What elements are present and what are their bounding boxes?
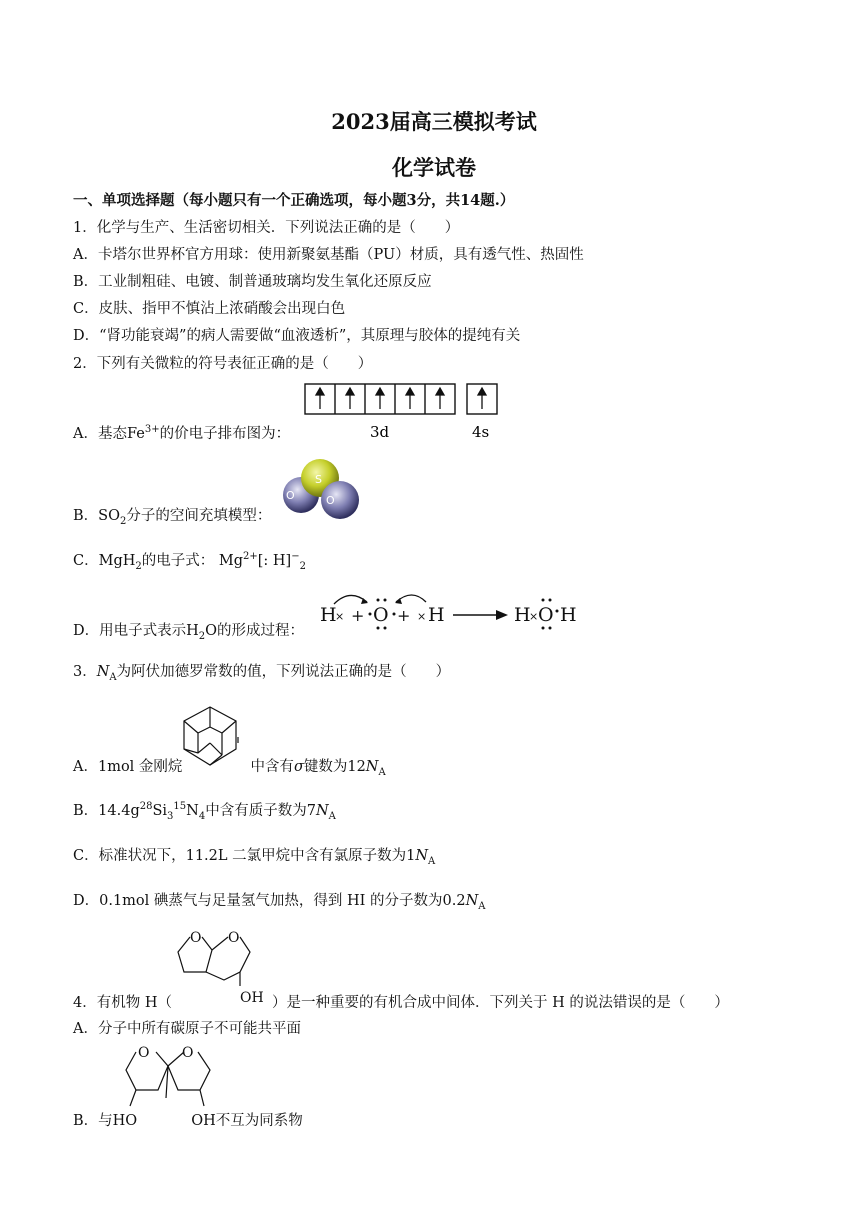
svg-text:H: H [514, 604, 531, 626]
q4-option-b: B．与HO OH不互为同系物 [73, 1113, 303, 1129]
q1-option-a: A．卡塔尔世界杯官方用球：使用新聚氨基酯（PU）材质，具有透气性、热固性 [73, 247, 584, 263]
page-subtitle: 化学试卷 [392, 155, 476, 180]
svg-text:O: O [190, 930, 202, 946]
q3-option-b: B．$14.4g^{28}Si_3^{15}N_4$中含有质子数为$7N_A$ [73, 801, 336, 822]
q4-option-a: A．分子中所有碳原子不可能共平面 [73, 1021, 301, 1037]
svg-text:O: O [138, 1045, 150, 1061]
svg-text:×: × [417, 610, 427, 623]
svg-text:O: O [228, 930, 240, 946]
q1-stem: 1．化学与生产、生活密切相关．下列说法正确的是（ ） [73, 220, 460, 236]
q2-option-c: C．MgH$_2$的电子式： $Mg^{2+}$[: $H]^-_2$ [73, 551, 306, 572]
q2-option-d: D．用电子式表示$H_2O$的形成过程： [73, 623, 305, 642]
svg-text:H: H [428, 604, 445, 626]
section-heading: 一、单项选择题（每小题只有一个正确选项，每小题3分，共14题.） [73, 192, 515, 209]
svg-text:O: O [538, 604, 554, 626]
svg-text:×: × [335, 610, 345, 623]
q2-stem: 2．下列有关微粒的符号表征正确的是（ ） [73, 356, 373, 372]
h2o-formation-diagram [318, 588, 580, 636]
svg-text:×: × [529, 610, 539, 623]
q2-option-a: A．基态$Fe^{3+}$的价电子排布图为： [73, 424, 291, 442]
atom-o-label: O [286, 489, 295, 502]
atom-o-label: O [326, 494, 335, 507]
svg-text:OH: OH [240, 990, 264, 1006]
orbital-diagram [304, 383, 504, 443]
q1-option-c: C．皮肤、指甲不慎沾上浓硝酸会出现白色 [73, 301, 346, 317]
svg-text:O: O [373, 604, 389, 626]
label-4s: 4s [472, 423, 490, 441]
q3-option-d: D．0.1mol 碘蒸气与足量氢气加热，得到 HI 的分子数为$0.2N_A$ [73, 893, 486, 912]
q3-option-c: C．标准状况下，11.2L 二氯甲烷中含有氯原子数为$1N_A$ [73, 848, 436, 867]
q3-option-a: A．1mol 金刚烷 中含有σ键数为$12N_A$ [73, 759, 386, 778]
q1-option-d: D．“肾功能衰竭”的病人需要做“血液透析”，其原理与胶体的提纯有关 [73, 328, 521, 344]
q4-stem: 4．有机物 H（ ）是一种重要的有机合成中间体．下列关于 H 的说法错误的是（ ） [73, 995, 729, 1011]
svg-text:O: O [182, 1045, 194, 1061]
label-3d: 3d [370, 423, 390, 441]
so2-space-filling-model [282, 458, 362, 524]
atom-s-label: S [315, 473, 322, 486]
svg-text:+: + [397, 606, 411, 625]
svg-text:+: + [351, 606, 365, 625]
q2-option-b: B．$SO_2$分子的空间充填模型： [73, 508, 272, 527]
q1-option-b: B．工业制粗硅、电镀、制普通玻璃均发生氧化还原反应 [73, 274, 432, 290]
page-title: 2023届高三模拟考试 [331, 109, 537, 134]
q3-stem: 3．$N_A$为阿伏加德罗常数的值，下列说法正确的是（ ） [73, 664, 451, 683]
svg-text:H: H [560, 604, 577, 626]
svg-text:H: H [320, 604, 337, 626]
